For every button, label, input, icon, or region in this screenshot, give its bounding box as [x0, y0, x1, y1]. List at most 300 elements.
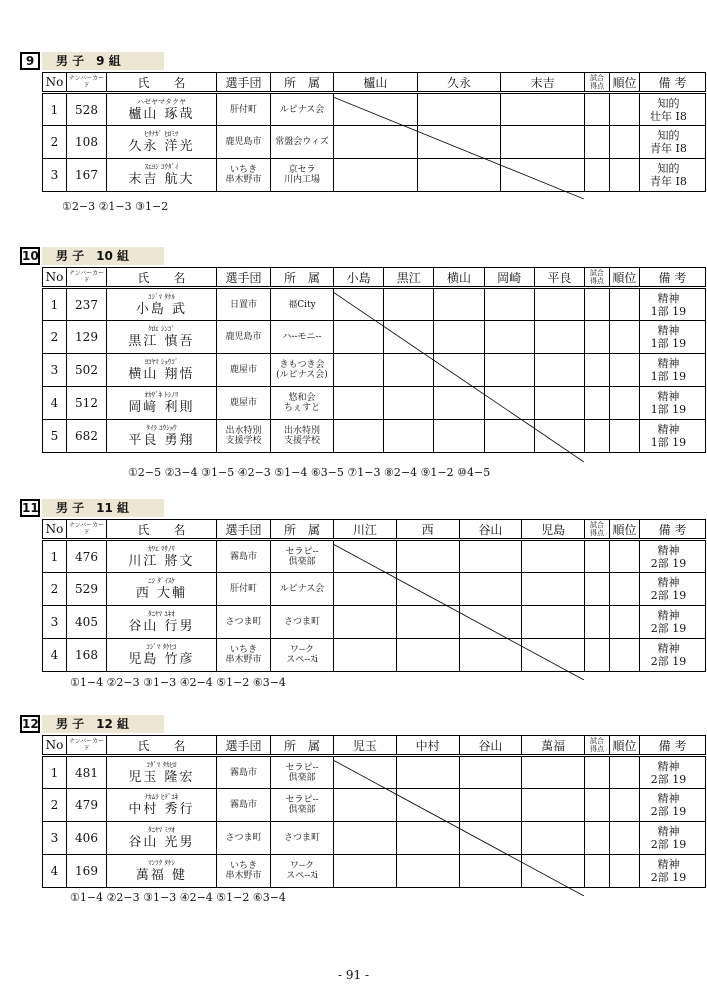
header-row	[43, 520, 706, 540]
result-cell[interactable]	[417, 126, 501, 159]
player-card: 682	[67, 420, 107, 453]
player-row	[43, 321, 706, 354]
player-name: 谷山 光男	[128, 835, 195, 850]
col-opponent: 萬福	[522, 736, 585, 756]
score-cell[interactable]	[584, 126, 609, 159]
result-cell[interactable]	[534, 321, 584, 354]
player-kana: ｺﾀﾞﾏ ﾀｶﾋﾛ	[146, 760, 177, 769]
player-row	[43, 822, 706, 855]
col-card-label: ナンバーカード	[68, 75, 105, 89]
player-card: 169	[67, 855, 107, 888]
player-remarks-line: 精神	[657, 423, 680, 436]
player-card: 108	[67, 126, 107, 159]
score-cell[interactable]	[585, 855, 610, 888]
result-cell[interactable]	[522, 855, 585, 888]
result-cell[interactable]	[501, 126, 585, 159]
player-team-line: 出水特別	[225, 426, 262, 436]
col-score-label: 試合得点	[589, 269, 604, 285]
rank-cell[interactable]	[610, 822, 640, 855]
player-card: 405	[67, 606, 107, 639]
result-cell[interactable]	[434, 288, 484, 321]
result-cell[interactable]	[334, 756, 397, 789]
player-remarks-line: 2部 19	[650, 805, 687, 818]
result-cell[interactable]	[522, 606, 585, 639]
rank-cell[interactable]	[610, 756, 640, 789]
result-cell[interactable]	[434, 387, 484, 420]
player-affiliation-line: ちぇすと	[283, 403, 320, 413]
col-remarks: 備 考	[640, 520, 706, 540]
player-name-cell	[107, 126, 217, 159]
player-no: 3	[43, 606, 67, 639]
col-score	[585, 736, 610, 756]
col-opponent: 児島	[522, 520, 585, 540]
player-remarks-line: 2部 19	[650, 622, 687, 635]
result-cell[interactable]	[384, 288, 434, 321]
result-cell[interactable]	[396, 606, 459, 639]
group-number: 12	[22, 717, 39, 731]
result-cell[interactable]	[459, 639, 522, 672]
player-remarks-line: 知的	[657, 162, 680, 175]
player-team	[217, 93, 271, 126]
player-affiliation-line: 支援学校	[283, 436, 320, 446]
player-affiliation-line: 倶楽部	[288, 805, 316, 815]
player-affiliation-line: 悠和会	[288, 393, 316, 403]
player-affiliation-line: (ルピナス会)	[276, 370, 328, 380]
player-name-cell	[107, 159, 217, 192]
rank-cell[interactable]	[609, 321, 639, 354]
player-kana: ｶﾜｴ ﾏｻﾉﾘ	[148, 544, 175, 553]
result-cell[interactable]	[334, 540, 397, 573]
result-cell[interactable]	[396, 540, 459, 573]
score-cell[interactable]	[584, 288, 609, 321]
col-affiliation: 所 属	[271, 736, 334, 756]
player-remarks-line: 青年 I8	[650, 175, 687, 188]
player-remarks-line: 知的	[657, 96, 680, 110]
player-remarks-line: 2部 19	[650, 772, 687, 786]
player-card: 167	[67, 159, 107, 192]
score-cell[interactable]	[584, 387, 609, 420]
player-remarks-line: 精神	[657, 543, 680, 557]
player-affiliation	[271, 822, 334, 855]
result-cell[interactable]	[484, 321, 534, 354]
player-no: 4	[43, 639, 67, 672]
player-team	[217, 126, 271, 159]
col-opponent: 櫨山	[334, 73, 418, 93]
player-affiliation-line: さつま町	[283, 833, 320, 843]
player-affiliation	[271, 387, 334, 420]
player-remarks-line: 2部 19	[650, 556, 687, 570]
result-cell[interactable]	[434, 420, 484, 453]
col-no: No	[43, 268, 67, 288]
player-no: 1	[43, 756, 67, 789]
player-remarks-line: 精神	[657, 357, 680, 370]
player-affiliation-line: きもつき会	[279, 360, 325, 370]
player-remarks-line: 1部 19	[650, 337, 687, 350]
player-kana: ﾋｻﾅｶﾞ ﾋﾛﾐﾂ	[144, 130, 179, 138]
player-affiliation-line: 京セラ	[288, 165, 316, 175]
player-remarks-line: 精神	[657, 792, 680, 805]
col-score	[584, 73, 609, 93]
rank-cell[interactable]	[610, 789, 640, 822]
player-remarks	[639, 420, 705, 453]
player-affiliation	[271, 288, 334, 321]
player-remarks	[640, 606, 706, 639]
result-cell[interactable]	[334, 420, 384, 453]
player-name: 谷山 行男	[128, 619, 195, 634]
player-remarks	[640, 639, 706, 672]
col-opponent: 黒江	[384, 268, 434, 288]
player-card: 481	[67, 756, 107, 789]
result-cell[interactable]	[522, 573, 585, 606]
result-cell[interactable]	[334, 606, 397, 639]
result-cell[interactable]	[459, 855, 522, 888]
player-remarks	[640, 855, 706, 888]
player-name: 小島 武	[135, 301, 188, 317]
result-cell[interactable]	[484, 288, 534, 321]
player-remarks	[639, 354, 705, 387]
player-card: 237	[67, 288, 107, 321]
player-team-line: いちき	[229, 165, 257, 175]
player-no: 2	[43, 126, 67, 159]
result-cell[interactable]	[396, 789, 459, 822]
col-rank: 順位	[609, 73, 639, 93]
player-remarks-line: 2部 19	[650, 589, 687, 602]
player-affiliation-line: ハ--モニ--	[282, 332, 322, 342]
result-cell[interactable]	[334, 789, 397, 822]
result-cell[interactable]	[334, 93, 418, 126]
player-team	[217, 756, 271, 789]
player-remarks-line: 精神	[657, 642, 680, 655]
col-opponent: 児玉	[334, 736, 397, 756]
player-kana: ﾀｲﾗ ﾕｳｼｮｳ	[146, 424, 177, 432]
player-affiliation-line: セラピ--	[285, 795, 319, 805]
result-cell[interactable]	[534, 420, 584, 453]
player-team	[217, 606, 271, 639]
score-cell[interactable]	[584, 93, 609, 126]
player-affiliation-line: 倶楽部	[288, 556, 316, 567]
player-affiliation-line: 出水特別	[283, 426, 320, 436]
col-affiliation: 所 属	[271, 73, 334, 93]
result-cell[interactable]	[334, 288, 384, 321]
result-cell[interactable]	[501, 159, 585, 192]
player-no: 1	[43, 93, 67, 126]
group-number: 9	[20, 52, 40, 70]
col-opponent: 横山	[434, 268, 484, 288]
player-team-line: 鹿屋市	[229, 398, 257, 408]
group-number: 11	[22, 501, 39, 515]
score-cell[interactable]	[585, 756, 610, 789]
rank-cell[interactable]	[610, 606, 640, 639]
player-card: 528	[67, 93, 107, 126]
player-name-cell	[107, 288, 217, 321]
player-card: 529	[67, 573, 107, 606]
player-remarks-line: 壮年 I8	[650, 109, 687, 123]
player-remarks-line: 精神	[657, 291, 680, 305]
result-cell[interactable]	[396, 639, 459, 672]
result-cell[interactable]	[459, 573, 522, 606]
result-cell[interactable]	[484, 354, 534, 387]
player-team-line: 肝付町	[229, 104, 257, 115]
player-no: 3	[43, 159, 67, 192]
player-name: 児玉 隆宏	[128, 769, 195, 785]
result-cell[interactable]	[396, 855, 459, 888]
rank-cell[interactable]	[609, 93, 639, 126]
col-card-label: ナンバーカード	[68, 270, 105, 284]
player-card: 476	[67, 540, 107, 573]
result-cell[interactable]	[396, 822, 459, 855]
group-title: 男 子 12 組	[42, 715, 164, 733]
col-card	[67, 520, 107, 540]
player-row	[43, 756, 706, 789]
result-cell[interactable]	[459, 789, 522, 822]
player-affiliation-line: 常盤会ウィズ	[275, 137, 329, 147]
result-cell[interactable]	[484, 420, 534, 453]
player-name-cell	[107, 540, 217, 573]
player-name: 平良 勇翔	[128, 433, 195, 448]
player-remarks	[639, 321, 705, 354]
group-number: 10	[22, 249, 39, 263]
result-cell[interactable]	[334, 855, 397, 888]
result-cell[interactable]	[434, 354, 484, 387]
col-score	[584, 268, 609, 288]
result-cell[interactable]	[459, 756, 522, 789]
player-name-cell	[107, 321, 217, 354]
player-remarks	[640, 573, 706, 606]
header-row	[43, 736, 706, 756]
player-remarks	[640, 540, 706, 573]
col-opponent: 川江	[334, 520, 397, 540]
result-cell[interactable]	[334, 387, 384, 420]
score-cell[interactable]	[584, 420, 609, 453]
player-team-line: 鹿児島市	[225, 332, 262, 342]
player-name-cell	[107, 822, 217, 855]
player-no: 2	[43, 573, 67, 606]
player-affiliation-line: ワ--ク	[289, 861, 315, 871]
player-kana: ｸﾛｴ ｼﾝｺﾞ	[148, 325, 175, 333]
result-cell[interactable]	[334, 573, 397, 606]
player-row	[43, 93, 706, 126]
player-row	[43, 789, 706, 822]
rank-cell[interactable]	[610, 540, 640, 573]
result-cell[interactable]	[417, 159, 501, 192]
result-cell[interactable]	[384, 354, 434, 387]
player-card: 502	[67, 354, 107, 387]
player-row	[43, 639, 706, 672]
score-cell[interactable]	[585, 540, 610, 573]
match-order: ①2−5 ②3−4 ③1−5 ④2−3 ⑤1−4 ⑥3−5 ⑦1−3 ⑧2−4 ⑨1−2 ⑩4−5	[128, 466, 491, 479]
result-cell[interactable]	[522, 540, 585, 573]
player-row	[43, 855, 706, 888]
player-name-cell	[107, 573, 217, 606]
col-opponent: 平良	[534, 268, 584, 288]
player-team-line: いちき	[229, 861, 257, 871]
rank-cell[interactable]	[609, 288, 639, 321]
score-cell[interactable]	[584, 159, 609, 192]
col-team: 選手団	[217, 520, 271, 540]
player-affiliation	[271, 855, 334, 888]
match-order: ①2−3 ②1−3 ③1−2	[62, 200, 169, 213]
result-cell[interactable]	[522, 789, 585, 822]
player-name-cell	[107, 855, 217, 888]
result-cell[interactable]	[384, 387, 434, 420]
rank-cell[interactable]	[610, 639, 640, 672]
col-name: 氏 名	[107, 73, 217, 93]
player-team-line: 霧島市	[229, 551, 257, 562]
player-remarks-line: 精神	[657, 609, 680, 622]
player-affiliation	[271, 354, 334, 387]
player-remarks	[640, 789, 706, 822]
col-opponent: 末吉	[501, 73, 585, 93]
score-cell[interactable]	[585, 822, 610, 855]
result-cell[interactable]	[484, 387, 534, 420]
col-remarks: 備 考	[639, 73, 705, 93]
player-team	[217, 573, 271, 606]
player-name-cell	[107, 420, 217, 453]
result-cell[interactable]	[501, 93, 585, 126]
player-remarks-line: 1部 19	[650, 403, 687, 416]
player-affiliation	[271, 540, 334, 573]
player-affiliation-line: スペ--ｽi	[286, 871, 318, 881]
player-row	[43, 354, 706, 387]
player-affiliation-line: 川内工場	[283, 175, 320, 185]
player-no: 5	[43, 420, 67, 453]
rank-cell[interactable]	[609, 354, 639, 387]
player-team-line: 鹿屋市	[229, 365, 257, 375]
result-cell[interactable]	[396, 756, 459, 789]
rank-cell[interactable]	[609, 126, 639, 159]
group-title: 男 子 9 組	[42, 52, 164, 70]
player-remarks-line: 2部 19	[650, 655, 687, 668]
result-cell[interactable]	[522, 756, 585, 789]
player-affiliation-line: スペ--ｽi	[286, 655, 318, 665]
result-cell[interactable]	[534, 354, 584, 387]
player-row	[43, 606, 706, 639]
score-cell[interactable]	[585, 639, 610, 672]
result-cell[interactable]	[334, 126, 418, 159]
rank-cell[interactable]	[609, 387, 639, 420]
player-team-line: 肝付町	[229, 584, 257, 594]
result-cell[interactable]	[459, 822, 522, 855]
player-team-line: いちき	[229, 645, 257, 655]
col-team: 選手団	[217, 736, 271, 756]
page-number: - 91 -	[337, 968, 369, 982]
result-cell[interactable]	[334, 321, 384, 354]
player-remarks	[639, 387, 705, 420]
player-row	[43, 387, 706, 420]
result-cell[interactable]	[434, 321, 484, 354]
player-remarks	[640, 756, 706, 789]
player-team	[217, 159, 271, 192]
player-remarks-line: 2部 19	[650, 871, 687, 884]
player-affiliation	[271, 126, 334, 159]
score-cell[interactable]	[584, 354, 609, 387]
result-cell[interactable]	[334, 354, 384, 387]
player-no: 1	[43, 288, 67, 321]
result-cell[interactable]	[534, 387, 584, 420]
result-cell[interactable]	[417, 93, 501, 126]
player-row	[43, 159, 706, 192]
col-no: No	[43, 73, 67, 93]
result-cell[interactable]	[334, 159, 418, 192]
player-team-line: 日置市	[229, 299, 257, 310]
player-kana: ﾀﾆﾔﾏ ﾕｷｵ	[148, 610, 175, 618]
result-cell[interactable]	[459, 606, 522, 639]
col-name: 氏 名	[107, 268, 217, 288]
rank-cell[interactable]	[609, 159, 639, 192]
player-kana: ﾀﾆﾔﾏ ﾐﾂｵ	[148, 826, 175, 834]
player-team-line: 串木野市	[225, 655, 262, 665]
player-name: 岡﨑 利則	[128, 400, 195, 415]
result-cell[interactable]	[522, 639, 585, 672]
player-team-line: 串木野市	[225, 175, 262, 185]
player-affiliation	[271, 93, 334, 126]
match-table	[42, 267, 706, 453]
player-affiliation	[271, 606, 334, 639]
player-team-line: 支援学校	[225, 436, 262, 446]
player-row	[43, 126, 706, 159]
player-team	[217, 387, 271, 420]
player-team-line: 霧島市	[229, 767, 257, 778]
header-row	[43, 73, 706, 93]
result-cell[interactable]	[459, 540, 522, 573]
col-score-label: 試合得点	[589, 74, 604, 90]
result-cell[interactable]	[522, 822, 585, 855]
result-cell[interactable]	[396, 573, 459, 606]
player-kana: ﾅｶﾑﾗ ﾋﾃﾞﾕｷ	[144, 793, 179, 801]
player-remarks-line: 1部 19	[650, 436, 687, 449]
player-affiliation-line: さつま町	[283, 617, 320, 627]
result-cell[interactable]	[384, 420, 434, 453]
result-cell[interactable]	[384, 321, 434, 354]
player-team	[217, 822, 271, 855]
rank-cell[interactable]	[609, 420, 639, 453]
player-no: 1	[43, 540, 67, 573]
player-remarks	[639, 288, 705, 321]
score-cell[interactable]	[585, 573, 610, 606]
player-remarks-line: 知的	[657, 129, 680, 142]
result-cell[interactable]	[334, 822, 397, 855]
player-kana: ﾏﾝﾌｸ ﾀｹｼ	[148, 859, 175, 867]
player-affiliation-line: ルピナス会	[279, 584, 325, 594]
player-affiliation	[271, 789, 334, 822]
player-affiliation-line: ルピナス会	[279, 104, 325, 115]
player-name: 中村 秀行	[128, 802, 195, 817]
header-row	[43, 268, 706, 288]
col-card	[67, 268, 107, 288]
col-team: 選手団	[217, 73, 271, 93]
score-cell[interactable]	[585, 789, 610, 822]
rank-cell[interactable]	[610, 855, 640, 888]
player-remarks-line: 1部 19	[650, 370, 687, 383]
col-score-label: 試合得点	[590, 737, 604, 753]
rank-cell[interactable]	[610, 573, 640, 606]
player-team	[217, 321, 271, 354]
player-kana: ﾖｺﾔﾏ ｼｮｳｺﾞ	[144, 358, 179, 366]
player-name: 川江 將文	[128, 553, 195, 569]
player-name-cell	[107, 354, 217, 387]
col-opponent: 谷山	[459, 520, 522, 540]
player-card: 479	[67, 789, 107, 822]
score-cell[interactable]	[584, 321, 609, 354]
col-affiliation: 所 属	[271, 520, 334, 540]
col-team: 選手団	[217, 268, 271, 288]
player-team-line: 霧島市	[229, 800, 257, 810]
col-opponent: 西	[396, 520, 459, 540]
score-cell[interactable]	[585, 606, 610, 639]
player-team-line: さつま町	[225, 833, 262, 843]
result-cell[interactable]	[534, 288, 584, 321]
result-cell[interactable]	[334, 639, 397, 672]
